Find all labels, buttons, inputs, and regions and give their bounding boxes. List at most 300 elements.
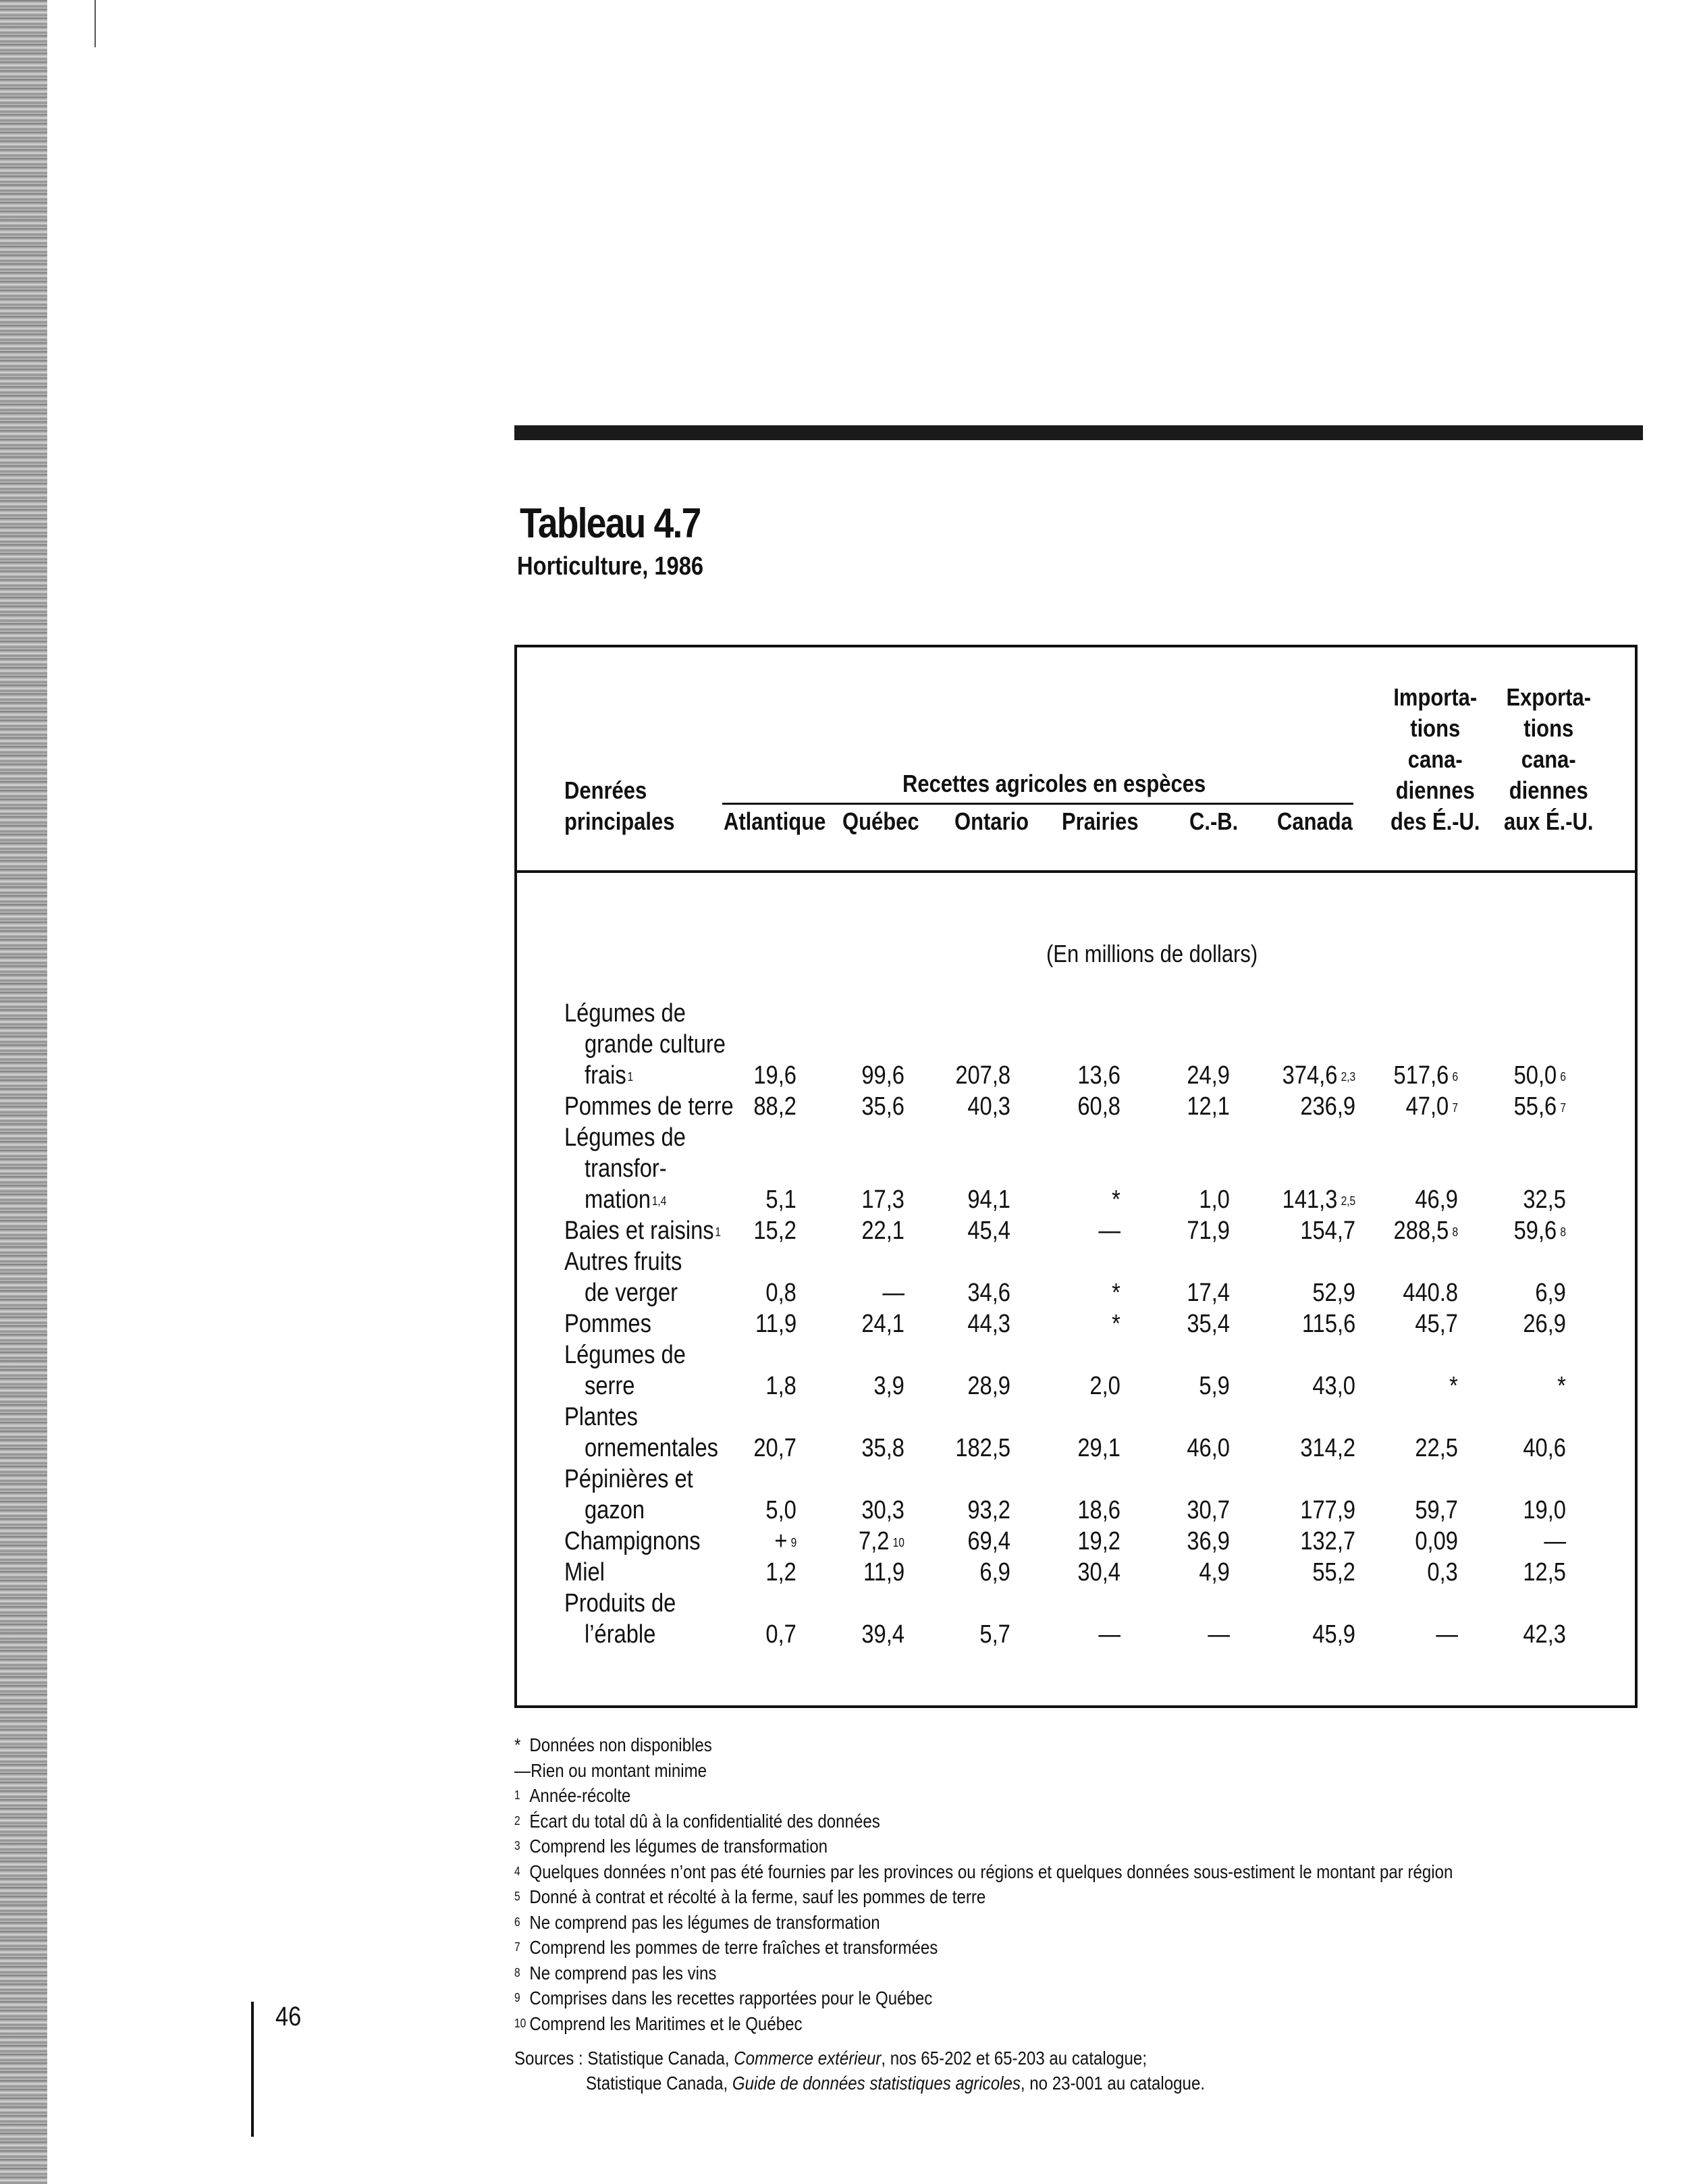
cell-value: 42,3 [1523,1620,1566,1649]
cell-value: 45,9 [1312,1620,1355,1649]
cell-atlantique [766,1277,796,1308]
cell-cb [1187,1526,1230,1557]
row-label [564,1526,701,1557]
cell-prairies [1077,1433,1120,1464]
cell-prairies [1077,1060,1120,1091]
cell-prairies [1112,1277,1120,1308]
cell-atlantique [753,1060,796,1091]
cell-imports [1415,1433,1458,1464]
cell-value: 154,7 [1300,1217,1355,1245]
cell-value: 46,9 [1415,1186,1458,1214]
cell-value: 15,2 [753,1217,796,1245]
cell-value: 11,9 [755,1310,796,1338]
sources-line2 [586,2071,1205,2096]
cell-ontario [967,1277,1010,1308]
cell-footnote-mark: 8 [1560,1225,1566,1239]
cell-cb [1208,1619,1230,1650]
row-label-text: frais [585,1061,626,1090]
header-exports-line4: diennes [1509,776,1588,804]
cell-value: 29,1 [1077,1434,1120,1462]
row-label-footnote-mark: 1 [627,1070,634,1084]
sources-rest1: , nos 65-202 et 65-203 au catalogue; [881,2048,1148,2069]
cell-value: 2,0 [1089,1372,1120,1400]
row-label-text: Champignons [564,1527,701,1555]
sources-prefix: Sources : Statistique Canada, [514,2048,734,2069]
footnote-text: Écart du total dû à la confidentialité des données [529,1810,880,1832]
cell-prairies [1098,1215,1120,1246]
cell-value: 5,0 [765,1496,796,1524]
cell-canada [1312,1557,1355,1588]
cell-value: 17,4 [1187,1279,1230,1307]
cell-value: — [1436,1620,1458,1649]
cell-footnote-mark: 6 [1560,1070,1566,1084]
cell-value: 36,9 [1187,1527,1230,1555]
cell-imports [1415,1184,1458,1215]
cell-value: 45,4 [967,1217,1010,1245]
header-imports-line1: Importa- [1393,683,1478,711]
footnote-mark: 1 [514,1788,520,1802]
cell-exports [1514,1215,1566,1246]
cell-ontario [967,1526,1010,1557]
cell-value: 115,6 [1301,1310,1355,1338]
cell-footnote-mark: 9 [790,1536,796,1549]
footnote-mark: 7 [514,1940,520,1954]
cell-value: 5,7 [979,1620,1010,1649]
row-label [585,1153,667,1184]
cell-cb [1187,1277,1230,1308]
footnote-item [514,1859,1453,1884]
cell-value: 5,9 [1199,1372,1230,1400]
cell-atlantique [774,1526,796,1557]
row-label [564,1215,721,1246]
cell-value: 43,0 [1312,1372,1355,1400]
footnote-mark: 10 [514,2016,526,2030]
cell-value: 12,5 [1523,1558,1566,1587]
cell-value: 11,9 [863,1558,905,1587]
header-imports-line4: diennes [1395,776,1475,804]
cell-ontario [967,1184,1010,1215]
row-label-text: mation [585,1186,651,1214]
scanned-page-edge [0,0,47,2184]
cell-prairies [1077,1526,1120,1557]
header-imports-line2: tions [1410,714,1461,742]
cell-value: 17,3 [861,1186,905,1214]
cell-cb [1199,1370,1230,1402]
cell-canada [1312,1370,1355,1402]
table-subtitle: Horticulture, 1986 [517,552,704,581]
cell-imports [1415,1308,1458,1339]
cell-atlantique [766,1370,796,1402]
footnote-mark: * [514,1734,521,1755]
row-label-text: transfor- [585,1154,667,1183]
header-group: Recettes agricoles en espèces [902,770,1206,797]
footnote-text: Comprises dans les recettes rapportées pour le Québec [529,1988,933,2008]
cell-canada [1300,1091,1355,1122]
cell-value: 0,09 [1415,1527,1458,1555]
cell-imports [1393,1215,1458,1246]
header-col-cb: C.-B. [1189,807,1239,835]
cell-quebec [882,1277,905,1308]
row-label-text: Miel [564,1558,605,1587]
row-label-text: l’érable [585,1620,656,1649]
cell-value: 40,6 [1523,1434,1566,1462]
row-label [564,1339,686,1370]
cell-value: 5,1 [765,1186,796,1214]
footnote-text: Ne comprend pas les vins [529,1962,717,1983]
cell-footnote-mark: 10 [892,1536,905,1549]
cell-value: 1,0 [1199,1186,1230,1214]
cell-value: 99,6 [861,1061,905,1090]
row-label [564,998,686,1029]
cell-value: 59,6 [1513,1217,1557,1245]
cell-imports [1406,1091,1458,1122]
header-col-quebec: Québec [842,807,919,835]
row-label-text: Produits de [564,1589,676,1618]
cell-ontario [967,1495,1010,1526]
cell-exports [1544,1526,1566,1557]
cell-exports [1523,1619,1566,1650]
cell-canada [1282,1060,1355,1091]
row-label-text: grande culture [585,1030,726,1059]
row-label-text: Légumes de [564,999,686,1028]
cell-value: 35,6 [861,1092,905,1121]
header-exports [1504,682,1593,837]
cell-cb [1199,1184,1230,1215]
footnote-item [514,2011,803,2036]
scan-artifact-line [94,0,96,47]
footnote-text: Comprend les Maritimes et le Québec [529,2013,803,2034]
header-exports-line2: tions [1523,714,1574,742]
cell-cb [1187,1060,1230,1091]
cell-value: * [1112,1279,1120,1307]
header-separator [514,870,1638,873]
sources-title1: Commerce extérieur [734,2048,882,2069]
cell-value: 19,2 [1077,1527,1120,1555]
cell-prairies [1077,1091,1120,1122]
cell-prairies [1077,1557,1120,1588]
cell-atlantique [755,1308,796,1339]
cell-canada [1300,1495,1355,1526]
cell-quebec [861,1184,905,1215]
cell-atlantique [766,1619,796,1650]
cell-quebec [874,1370,905,1402]
row-label-text: Pommes [564,1310,651,1338]
row-label [564,1308,651,1339]
cell-imports [1436,1619,1458,1650]
row-label-text: Légumes de [564,1341,686,1369]
header-col-atlantique: Atlantique [724,807,826,835]
cell-canada [1300,1433,1355,1464]
cell-ontario [980,1557,1010,1588]
cell-value: 88,2 [753,1092,796,1121]
cell-value: 182,5 [955,1434,1010,1462]
cell-canada [1302,1308,1355,1339]
footnote-mark: 9 [514,1991,520,2004]
cell-imports [1449,1370,1458,1402]
cell-prairies [1112,1308,1120,1339]
footnote-item [514,1783,630,1808]
cell-cb [1187,1091,1230,1122]
cell-value: 18,6 [1077,1496,1120,1524]
cell-value: 24,1 [861,1310,905,1338]
row-label-text: Autres fruits [564,1248,682,1276]
row-label [564,1464,693,1495]
cell-value: * [1449,1372,1458,1400]
cell-value: 46,0 [1187,1434,1230,1462]
row-label [585,1433,718,1464]
row-label-text: Légumes de [564,1123,686,1152]
cell-ontario [955,1433,1010,1464]
row-label [564,1091,734,1122]
row-label [585,1619,655,1650]
cell-atlantique [753,1091,796,1122]
cell-value: 517,6 [1393,1061,1449,1090]
row-label-text: Pommes de terre [564,1092,734,1121]
header-commodity [564,775,674,837]
cell-value: + [774,1527,788,1555]
cell-footnote-mark: 7 [1452,1101,1458,1115]
cell-canada [1282,1184,1355,1215]
row-label-text: de verger [585,1279,678,1307]
cell-value: 132,7 [1300,1527,1355,1555]
cell-exports [1523,1308,1566,1339]
cell-quebec [861,1308,905,1339]
cell-value: 26,9 [1523,1310,1566,1338]
cell-value: 3,9 [873,1372,905,1400]
cell-quebec [861,1495,905,1526]
row-label [585,1370,634,1402]
header-exports-line5: aux É.-U. [1504,807,1594,835]
cell-value: 32,5 [1523,1186,1566,1214]
footnote-mark: 4 [514,1864,520,1878]
cell-value: 6,9 [979,1558,1010,1587]
header-exports-line1: Exporta- [1506,683,1592,711]
cell-value: 236,9 [1300,1092,1355,1121]
sources-rest2: , no 23-001 au catalogue. [1020,2073,1206,2094]
page-margin-rule [251,2002,254,2137]
cell-value: 40,3 [967,1092,1010,1121]
cell-value: 44,3 [967,1310,1010,1338]
footnote-mark: 2 [514,1813,520,1828]
footnote-item [514,1910,880,1935]
cell-value: 1,2 [765,1558,796,1587]
cell-footnote-mark: 8 [1452,1225,1458,1239]
cell-value: 30,4 [1077,1558,1120,1587]
header-group-rule [722,803,1353,805]
cell-prairies [1112,1184,1120,1215]
cell-value: 94,1 [967,1186,1010,1214]
row-label-footnote-mark: 1,4 [651,1194,667,1208]
cell-value: 314,2 [1300,1434,1355,1462]
cell-quebec [859,1526,905,1557]
cell-value: 60,8 [1077,1092,1120,1121]
cell-ontario [967,1308,1010,1339]
cell-canada [1312,1619,1355,1650]
cell-prairies [1098,1619,1120,1650]
cell-prairies [1077,1495,1120,1526]
cell-value: 55,6 [1513,1092,1557,1121]
cell-exports [1523,1433,1566,1464]
cell-exports [1514,1060,1566,1091]
row-label [564,1402,638,1433]
cell-cb [1187,1308,1230,1339]
cell-footnote-mark: 2,5 [1341,1194,1355,1208]
cell-imports [1415,1495,1458,1526]
cell-imports [1393,1060,1458,1091]
cell-exports [1523,1184,1566,1215]
cell-value: 1,8 [765,1372,796,1400]
footnote-item [514,1935,938,1960]
cell-value: 93,2 [967,1496,1010,1524]
cell-value: — [882,1279,905,1307]
cell-value: 47,0 [1405,1092,1449,1121]
cell-value: 52,9 [1312,1279,1355,1307]
row-label [585,1060,633,1091]
cell-value: * [1557,1372,1566,1400]
footnote-mark: 5 [514,1890,520,1903]
cell-atlantique [753,1215,796,1246]
sources-title2: Guide de données statistiques agricoles [732,2073,1021,2094]
cell-ontario [980,1619,1010,1650]
cell-quebec [863,1557,905,1588]
cell-value: 288,5 [1393,1217,1449,1245]
cell-value: 374,6 [1282,1061,1338,1090]
header-commodity-line2: principales [564,807,675,835]
cell-quebec [861,1091,905,1122]
cell-value: — [1544,1527,1566,1555]
cell-value: 6,9 [1535,1279,1566,1307]
sources-line1 [514,2046,1147,2071]
header-col-prairies: Prairies [1062,807,1139,835]
cell-cb [1187,1433,1230,1464]
cell-value: 50,0 [1513,1061,1557,1090]
sources-prefix2: Statistique Canada, [586,2073,732,2094]
cell-canada [1300,1215,1355,1246]
cell-value: 4,9 [1199,1558,1230,1587]
header-imports-line5: des É.-U. [1390,807,1480,835]
footnote-text: Année-récolte [529,1785,631,1806]
cell-atlantique [753,1433,796,1464]
cell-atlantique [766,1184,796,1215]
cell-ontario [967,1215,1010,1246]
cell-exports [1536,1277,1566,1308]
footnote-item [514,1884,986,1909]
cell-value: 69,4 [967,1527,1010,1555]
cell-atlantique [766,1495,796,1526]
footnote-text: —Rien ou montant minime [514,1759,707,1781]
cell-value: — [1098,1620,1120,1649]
cell-quebec [861,1619,905,1650]
row-label [585,1184,666,1215]
footnote-item [514,1961,716,1986]
cell-value: 20,7 [753,1434,796,1462]
cell-value: 39,4 [861,1620,905,1649]
cell-ontario [967,1091,1010,1122]
cell-ontario [967,1370,1010,1402]
cell-footnote-mark: 6 [1452,1070,1458,1084]
row-label [585,1495,645,1526]
header-col-canada: Canada [1277,807,1353,835]
row-label [564,1122,686,1153]
cell-value: 24,9 [1187,1061,1230,1090]
cell-value: 19,0 [1523,1496,1566,1524]
footnote-mark: 6 [514,1915,520,1929]
footnote-mark: 3 [514,1839,520,1853]
page-number: 46 [275,2002,302,2031]
cell-value: 55,2 [1312,1558,1355,1587]
cell-value: 28,9 [967,1372,1010,1400]
cell-value: 71,9 [1187,1217,1230,1245]
cell-value: 0,7 [765,1620,796,1649]
cell-value: 35,4 [1187,1310,1230,1338]
cell-canada [1300,1526,1355,1557]
row-label [564,1557,605,1588]
cell-value: 141,3 [1282,1186,1338,1214]
header-imports-line3: cana- [1407,745,1463,773]
footnote-text: Comprend les légumes de transformation [529,1836,828,1857]
cell-value: 30,3 [861,1496,905,1524]
cell-quebec [861,1433,905,1464]
footnote-item [514,1986,932,2010]
cell-value: 13,6 [1077,1061,1120,1090]
row-label-text: gazon [585,1496,645,1524]
cell-value: 30,7 [1187,1496,1230,1524]
row-label [564,1588,676,1619]
row-label-text: Baies et raisins [564,1217,714,1245]
cell-exports [1557,1370,1566,1402]
cell-cb [1187,1495,1230,1526]
cell-value: * [1112,1186,1120,1214]
cell-value: 12,1 [1187,1092,1230,1121]
cell-footnote-mark: 2,3 [1341,1070,1355,1084]
footnote-text: Comprend les pommes de terre fraîches et transformées [529,1937,938,1958]
row-label-text: serre [585,1372,635,1400]
cell-atlantique [766,1557,796,1588]
cell-footnote-mark: 7 [1560,1101,1566,1115]
footnote-text: Données non disponibles [529,1734,712,1755]
footnote-mark: 8 [514,1965,520,1979]
footnote-text: Quelques données n’ont pas été fournies par les provinces ou régions et quelques données sous-estiment le montant par région [529,1861,1453,1882]
cell-exports [1514,1091,1566,1122]
cell-cb [1187,1215,1230,1246]
cell-cb [1199,1557,1230,1588]
cell-imports [1403,1277,1458,1308]
cell-value: 0,8 [765,1279,796,1307]
row-label-text: Pépinières et [564,1465,693,1493]
header-imports [1390,682,1480,837]
footnote-item [514,1809,880,1834]
cell-prairies [1090,1370,1120,1402]
cell-value: 19,6 [753,1061,796,1090]
row-label-footnote-mark: 1 [715,1225,721,1239]
cell-value: 45,7 [1415,1310,1458,1338]
cell-exports [1523,1557,1566,1588]
table-title: Tableau 4.7 [520,500,701,547]
footnote-text: Ne comprend pas les légumes de transformation [529,1911,880,1933]
cell-value: * [1112,1310,1120,1338]
row-label [585,1029,726,1060]
row-label-text: Plantes [564,1403,639,1431]
cell-value: 207,8 [955,1061,1010,1090]
footnote-item [514,1834,828,1859]
cell-imports [1415,1526,1458,1557]
cell-value: 177,9 [1300,1496,1355,1524]
cell-value: 35,8 [861,1434,905,1462]
row-label [564,1246,682,1277]
cell-value: 440.8 [1403,1279,1458,1307]
footnote-item [514,1732,712,1757]
cell-value: 59,7 [1415,1496,1458,1524]
